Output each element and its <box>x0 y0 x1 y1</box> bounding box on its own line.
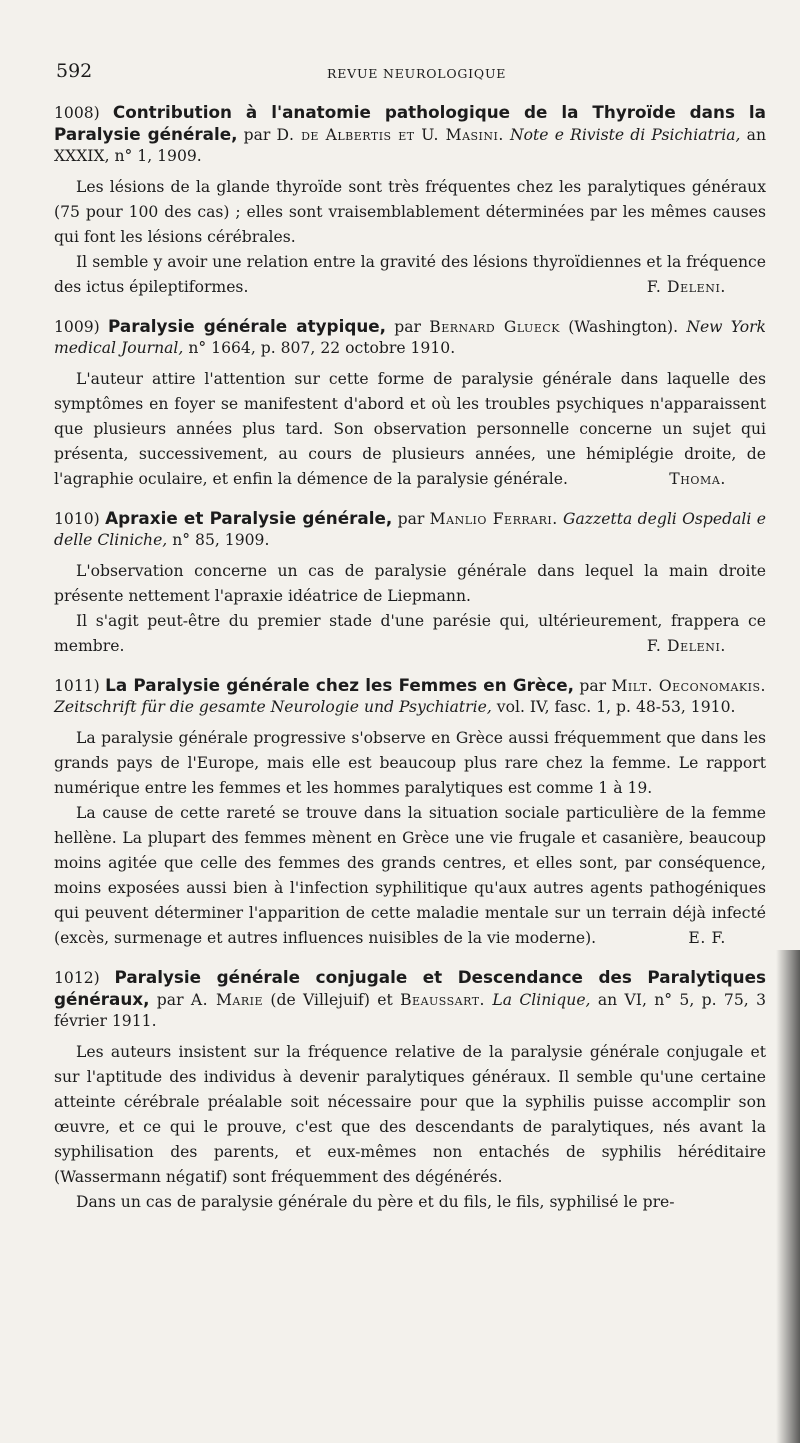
signature: Thoma. <box>669 470 726 488</box>
page <box>54 58 766 1215</box>
abstract-entry <box>54 316 766 492</box>
entry-authors: D. de Albertis et U. Masini. <box>276 126 504 144</box>
page-edge-shadow <box>776 950 800 1443</box>
entry-number: 1008) <box>54 104 100 122</box>
journal-name: La Clinique, <box>492 991 591 1009</box>
signature: F. Deleni. <box>646 278 726 296</box>
entry-number: 1009) <box>54 318 100 336</box>
abstract-entry <box>54 508 766 659</box>
entry-title: Apraxie et Paralysie générale, <box>105 508 393 528</box>
paragraph-text: Il semble y avoir une relation entre la gravité des lésions thyroïdiennes et la fréquence des ictus épileptiformes. <box>54 253 766 296</box>
entry-number: 1012) <box>54 969 100 987</box>
paragraph-text: L'auteur attire l'attention sur cette forme de paralysie générale dans laquelle des symptômes en foyer se manifestent d'abord et où les troubles psychiques n'apparaissent que plusieurs années plus tard. Son observation personnelle concerne un sujet qui présenta, successivement, au cours de plusieurs années, une hémiplégie droite, de l'agraphie oculaire, et enfin la démence de la paralysie générale. <box>54 370 766 488</box>
signature: F. Deleni. <box>646 637 726 655</box>
citation-details: n° 1664, p. 807, 22 octobre 1910. <box>183 339 456 357</box>
citation-details: an XXXIX, n° 1, 1909. <box>54 126 766 165</box>
entry-heading <box>54 675 766 718</box>
entry-authors: Bernard Glueck <box>429 318 560 336</box>
abstract-entry <box>54 967 766 1215</box>
author-affiliation: (de Villejuif) et <box>263 991 401 1009</box>
page-number: 592 <box>56 60 93 82</box>
paragraph: Dans un cas de paralysie générale du père et du fils, le fils, syphilisé le pre- <box>76 1193 675 1211</box>
entry-heading <box>54 508 766 551</box>
paragraph <box>54 801 766 951</box>
citation-details: vol. IV, fasc. 1, p. 48-53, 1910. <box>491 698 736 716</box>
author-affiliation: (Washington). <box>560 318 679 336</box>
entry-title: Paralysie générale atypique, <box>108 316 387 336</box>
paragraph: L'observation concerne un cas de paralysie générale dans lequel la main droite présente nettement l'apraxie idéatrice de Liepmann. <box>54 562 766 605</box>
citation-text: par <box>149 991 191 1009</box>
paragraph: Les lésions de la glande thyroïde sont très fréquentes chez les paralytiques généraux (75 pour 100 des cas) ; elles sont vraisemblablement déterminées par les mêmes causes qui font les lésions cérébrales. <box>54 178 766 246</box>
entry-heading <box>54 102 766 167</box>
page-header <box>54 58 766 86</box>
paragraph: La paralysie générale progressive s'observe en Grèce aussi fréquemment que dans les grands pays de l'Europe, mais elle est beaucoup plus rare chez la femme. Le rapport numérique entre les femmes et les hommes paralytiques est comme 1 à 19. <box>54 729 766 797</box>
entry-heading <box>54 967 766 1032</box>
entry-title: La Paralysie générale chez les Femmes en Grèce, <box>105 675 575 695</box>
journal-name: Note e Riviste di Psichiatria, <box>510 126 741 144</box>
abstract-entry <box>54 102 766 300</box>
citation-details: n° 85, 1909. <box>167 531 270 549</box>
entry-authors: Manlio Ferrari. <box>429 510 558 528</box>
paragraph <box>54 609 766 659</box>
citation-text: par <box>392 510 430 528</box>
paragraph-text: La cause de cette rareté se trouve dans la situation sociale particulière de la femme hellène. La plupart des femmes mènent en Grèce une vie frugale et casanière, beaucoup moins agitée que celle des femmes des grands centres, et elles sont, par conséquence, moins exposées aussi bien à l'infection syphilitique qu'aux autres agents pathogéniques qui peuvent déterminer l'apparition de cette maladie mentale sur un terrain déjà infecté (excès, surmenage et autres influences nuisibles de la vie moderne). <box>54 804 766 947</box>
journal-name: Zeitschrift für die gesamte Neurologie und Psychiatrie, <box>54 698 492 716</box>
journal-name: New York medical Journal, <box>54 318 766 357</box>
entry-authors: Milt. Oeconomakis. <box>611 677 766 695</box>
entry-number: 1010) <box>54 510 100 528</box>
running-title: REVUE NEUROLOGIQUE <box>327 66 507 81</box>
entry-authors-second: Beaussart. <box>400 991 486 1009</box>
citation-text: par <box>386 318 430 336</box>
citation-details: an VI, n° 5, p. 75, 3 février 1911. <box>54 991 766 1030</box>
signature: E. F. <box>688 929 726 947</box>
entry-heading <box>54 316 766 359</box>
entry-authors: A. Marie <box>190 991 264 1009</box>
journal-name: Gazzetta degli Ospedali e delle Cliniche, <box>54 510 766 549</box>
entry-title: Contribution à l'anatomie pathologique de la Thyroïde dans la Paralysie générale, <box>54 102 766 144</box>
entry-title: Paralysie générale conjugale et Descendance des Paralytiques généraux, <box>54 967 766 1009</box>
paragraph <box>54 250 766 300</box>
citation-text: par <box>237 126 277 144</box>
abstract-entry <box>54 675 766 951</box>
paragraph: Les auteurs insistent sur la fréquence relative de la paralysie générale conjugale et sur l'aptitude des individus à devenir paralytiques généraux. Il semble qu'une certaine atteinte cérébrale préalable soit nécessaire pour que la syphilis puisse accomplir son œuvre, et ce qui le prouve, c'est que des descendants de paralytiques, nés avant la syphilisation des parents, et eux-mêmes non entachés de syphilis héréditaire (Wassermann négatif) sont fréquemment des dégénérés. <box>54 1043 766 1186</box>
paragraph-text: Il s'agit peut-être du premier stade d'une parésie qui, ultérieurement, frappera ce membre. <box>54 612 766 655</box>
citation-text: par <box>574 677 612 695</box>
paragraph <box>54 367 766 492</box>
entry-number: 1011) <box>54 677 100 695</box>
